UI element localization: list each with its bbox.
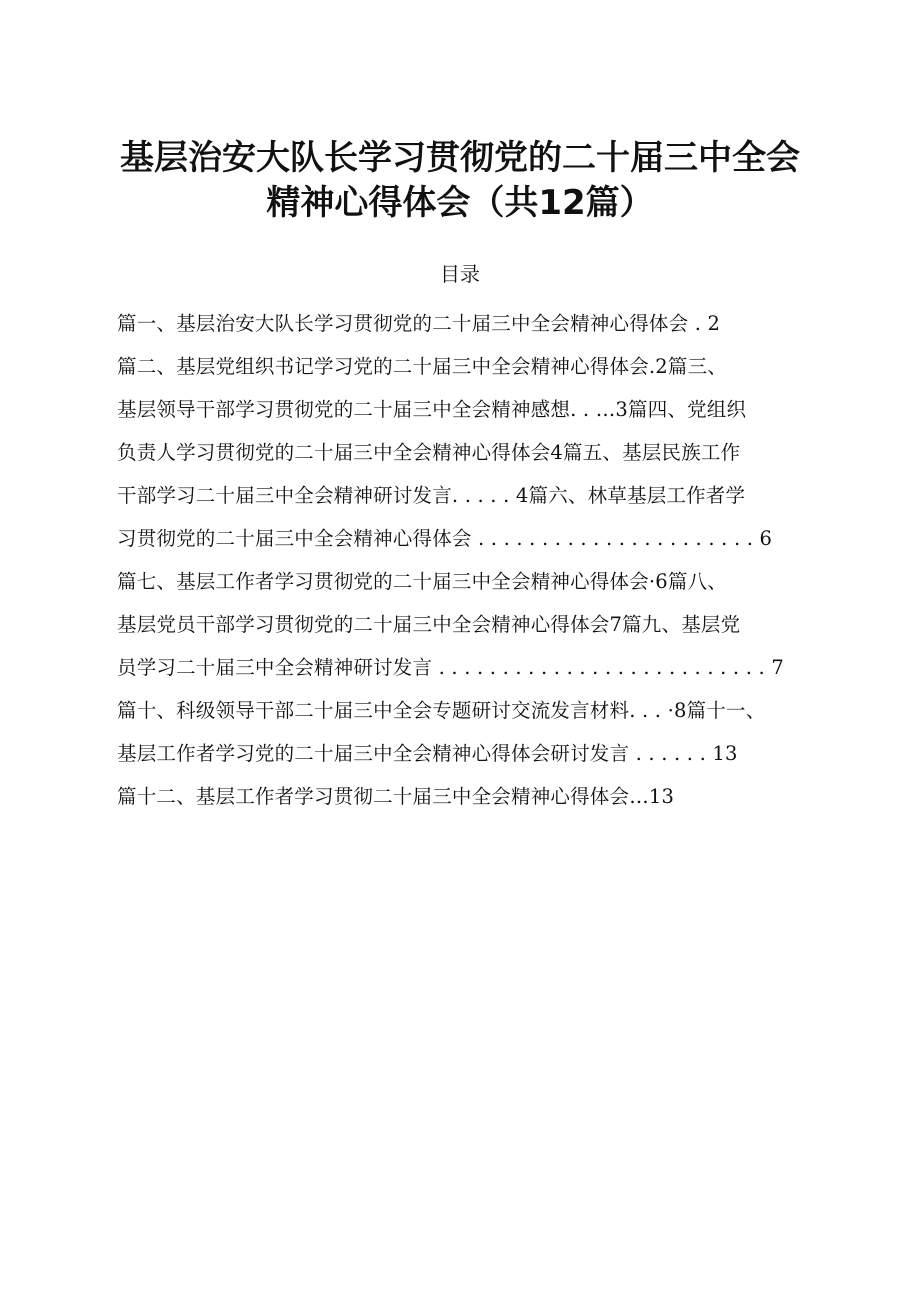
toc-line-11[interactable]: 基层工作者学习党的二十届三中全会精神心得体会研讨发言 . . . . . . 13: [117, 742, 738, 765]
document-title-line-2: 精神心得体会（共12篇）: [266, 183, 654, 223]
toc-line-2[interactable]: 篇二、基层党组织书记学习党的二十届三中全会精神心得体会.2篇三、: [117, 355, 728, 378]
toc-line-5[interactable]: 干部学习二十届三中全会精神研讨发言. . . . . 4篇六、林草基层工作者学: [117, 484, 746, 507]
toc-line-9[interactable]: 员学习二十届三中全会精神研讨发言 . . . . . . . . . . . . . . . . . . . . . . . . . . 7: [117, 656, 784, 679]
toc-line-6[interactable]: 习贯彻党的二十届三中全会精神心得体会 . . . . . . . . . . . . . . . . . . . . . . 6: [117, 527, 773, 550]
toc-line-8[interactable]: 基层党员干部学习贯彻党的二十届三中全会精神心得体会7篇九、基层党: [117, 613, 741, 636]
toc-line-4[interactable]: 负责人学习贯彻党的二十届三中全会精神心得体会4篇五、基层民族工作: [117, 441, 741, 464]
toc-line-12[interactable]: 篇十二、基层工作者学习贯彻二十届三中全会精神心得体会…13: [117, 785, 675, 808]
toc-line-10[interactable]: 篇十、科级领导干部二十届三中全会专题研讨交流发言材料. . . ·8篇十一、: [117, 699, 766, 722]
toc-heading: 目录: [440, 262, 480, 286]
toc-line-7[interactable]: 篇七、基层工作者学习贯彻党的二十届三中全会精神心得体会·6篇八、: [117, 570, 728, 593]
toc-line-1[interactable]: 篇一、基层治安大队长学习贯彻党的二十届三中全会精神心得体会 . 2: [117, 312, 721, 335]
toc-line-3[interactable]: 基层领导干部学习贯彻党的二十届三中全会精神感想. . …3篇四、党组织: [117, 398, 747, 421]
document-title-line-1: 基层治安大队长学习贯彻党的二十届三中全会: [120, 138, 800, 178]
